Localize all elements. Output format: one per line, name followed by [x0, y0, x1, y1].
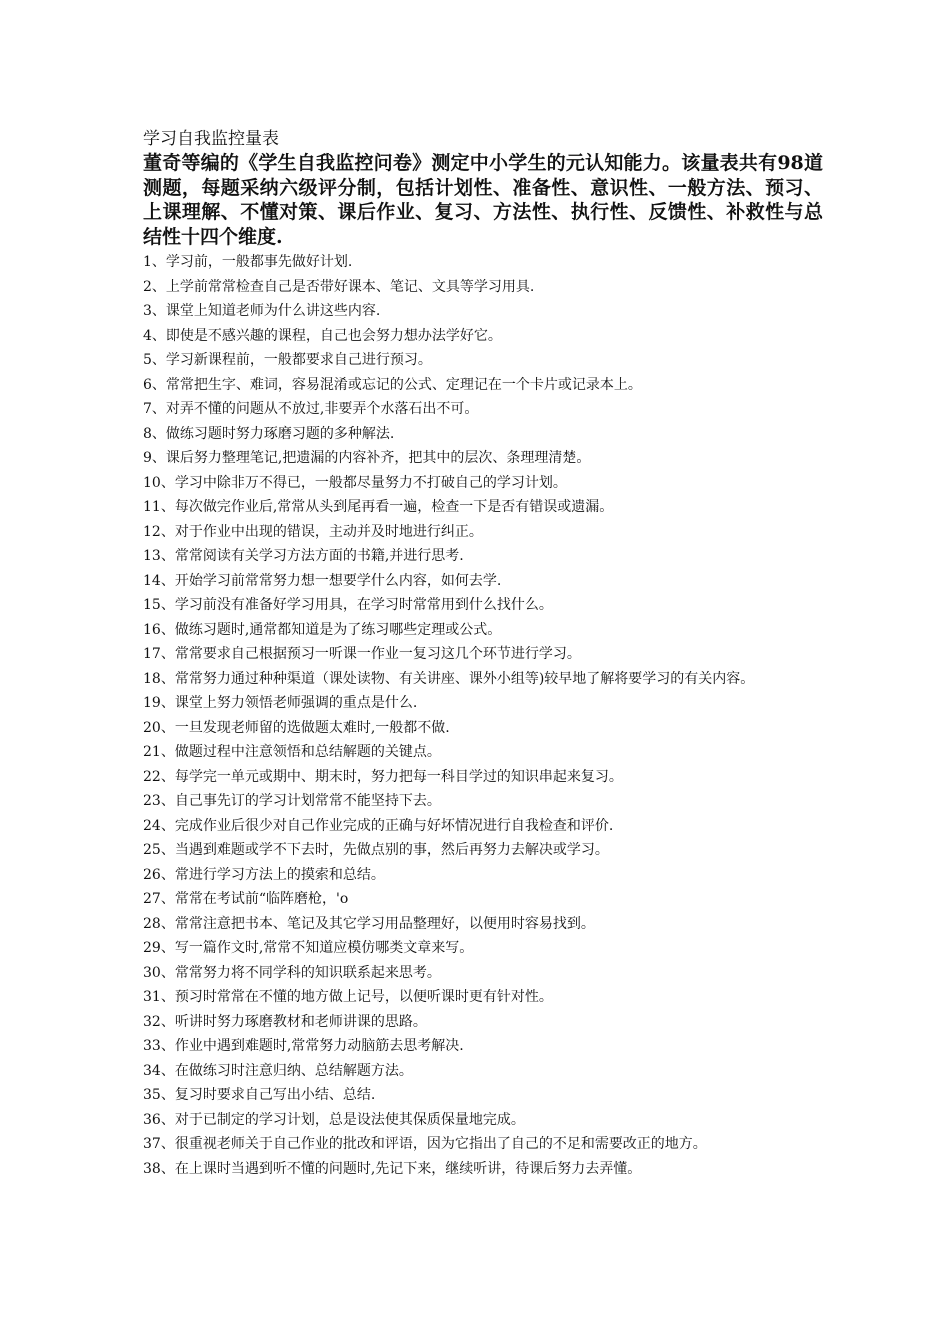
list-item: 22、每学完一单元或期中、期末时，努力把每一科目学过的知识串起来复习。 — [143, 768, 623, 785]
document-page — [143, 127, 823, 1181]
list-item: 28、常常注意把书本、笔记及其它学习用品整理好，以便用时容易找到。 — [143, 915, 595, 932]
list-item: 30、常常努力将不同学科的知识联系起来思考。 — [143, 964, 441, 981]
list-item: 27、常常在考试前“临阵磨枪，'o — [143, 891, 349, 907]
list-item: 7、对弄不懂的问题从不放过,非要弄个水落石出不可。 — [143, 401, 479, 417]
list-item: 32、听讲时努力琢磨教材和老师讲课的思路。 — [143, 1013, 427, 1030]
list-item: 12、对于作业中出现的错误，主动并及时地进行纠正。 — [143, 523, 483, 540]
intro-paragraph: 董奇等编的《学生自我监控问卷》测定中小学生的元认知能力。该量表共有98道测题，每题采纳六级评分制，包括计划性、准备性、意识性、一般方法、预习、上课理解、不懂对策、课后作业、复习、方法性、执行性、反馈性、补救性与总结性十四个维度. — [143, 152, 823, 248]
list-item: 38、在上课时当遇到听不懂的问题时,先记下来，继续听讲，待课后努力去弄懂。 — [143, 1160, 642, 1177]
question-list — [143, 250, 823, 1181]
list-item: 1、学习前，一般都事先做好计划. — [143, 254, 353, 270]
list-item: 31、预习时常常在不懂的地方做上记号，以便听课时更有针对性。 — [143, 989, 553, 1005]
list-item: 5、学习新课程前，一般都要求自己进行预习。 — [143, 352, 432, 368]
list-item: 3、课堂上知道老师为什么讲这些内容. — [143, 303, 381, 319]
list-item: 10、学习中除非万不得已，一般都尽量努力不打破自己的学习计划。 — [143, 474, 567, 491]
list-item: 6、常常把生字、难词，容易混淆或忘记的公式、定理记在一个卡片或记录本上。 — [143, 376, 642, 393]
list-item: 14、开始学习前常常努力想一想要学什么内容，如何去学. — [143, 572, 502, 589]
list-item: 20、一旦发现老师留的选做题太难时,一般都不做. — [143, 719, 450, 736]
list-item: 2、上学前常常检查自己是否带好课本、笔记、文具等学习用具. — [143, 278, 535, 295]
list-item: 19、课堂上努力领悟老师强调的重点是什么. — [143, 695, 418, 711]
list-item: 18、常常努力通过种种渠道（课处读物、有关讲座、课外小组等)较早地了解将要学习的有关内容。 — [143, 670, 755, 687]
list-item: 15、学习前没有准备好学习用具，在学习时常常用到什么找什么。 — [143, 597, 553, 613]
list-item: 25、当遇到难题或学不下去时，先做点别的事，然后再努力去解决或学习。 — [143, 842, 609, 858]
list-item: 9、课后努力整理笔记,把遗漏的内容补齐，把其中的层次、条理理清楚。 — [143, 450, 591, 466]
list-item: 4、即使是不感兴趣的课程，自己也会努力想办法学好它。 — [143, 327, 502, 344]
list-item: 13、常常阅读有关学习方法方面的书籍,并进行思考. — [143, 548, 464, 564]
list-item: 37、很重视老师关于自己作业的批改和评语，因为它指出了自己的不足和需要改正的地方。 — [143, 1136, 707, 1152]
list-item: 23、自己事先订的学习计划常常不能坚持下去。 — [143, 793, 441, 809]
list-item: 21、做题过程中注意领悟和总结解题的关键点。 — [143, 744, 441, 760]
list-item: 17、常常要求自己根据预习一听课一作业一复习这几个环节进行学习。 — [143, 646, 581, 662]
list-item: 29、写一篇作文时,常常不知道应模仿哪类文章来写。 — [143, 940, 474, 956]
list-item: 34、在做练习时注意归纳、总结解题方法。 — [143, 1062, 413, 1079]
list-item: 16、做练习题时,通常都知道是为了练习哪些定理或公式。 — [143, 621, 502, 638]
document-title: 学习自我监控量表 — [143, 129, 279, 149]
list-item: 33、作业中遇到难题时,常常努力动脑筋去思考解决. — [143, 1038, 464, 1054]
list-item: 8、做练习题时努力琢磨习题的多种解法. — [143, 425, 395, 442]
list-item: 35、复习时要求自己写出小结、总结. — [143, 1087, 376, 1103]
list-item: 11、每次做完作业后,常常从头到尾再看一遍，检查一下是否有错误或遗漏。 — [143, 499, 614, 515]
list-item: 24、完成作业后很少对自己作业完成的正确与好坏情况进行自我检查和评价. — [143, 817, 614, 834]
list-item: 36、对于已制定的学习计划，总是设法使其保质保量地完成。 — [143, 1111, 525, 1128]
list-item: 26、常进行学习方法上的摸索和总结。 — [143, 866, 385, 883]
